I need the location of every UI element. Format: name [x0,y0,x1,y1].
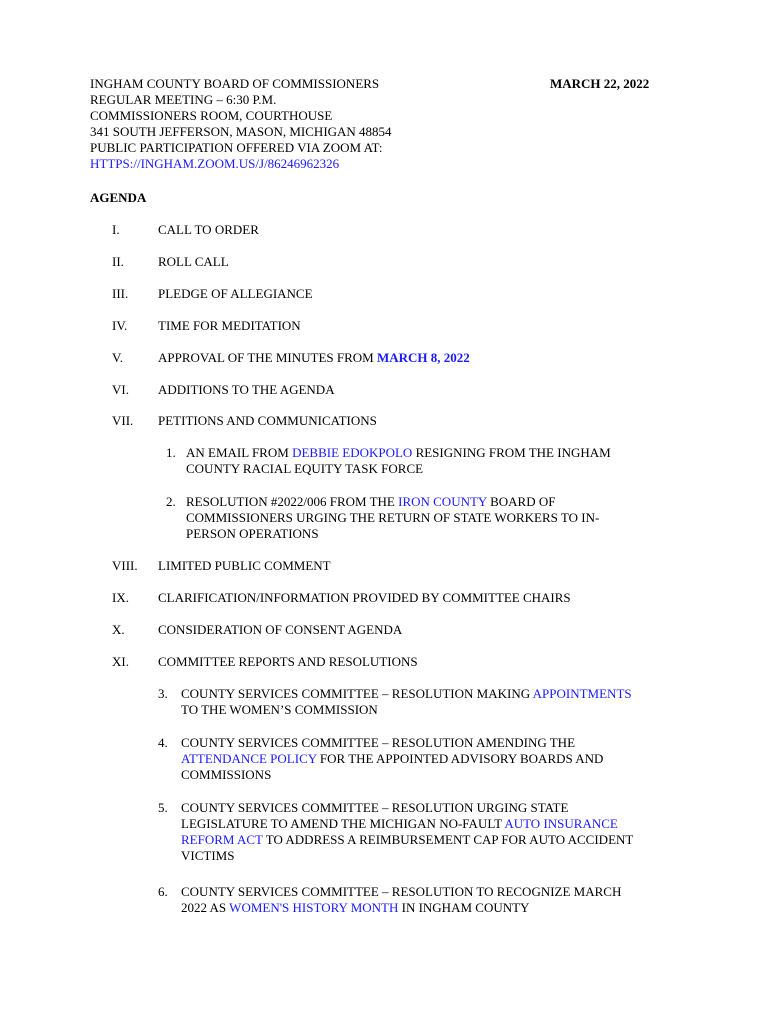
item-number: IV. [112,318,128,333]
text-segment: 2022 AS [181,900,230,915]
header-line-board: INGHAM COUNTY BOARD OF COMMISSIONERS [90,76,380,91]
sub-item-number: 4. [158,735,168,750]
text-segment: FOR THE APPOINTED ADVISORY BOARDS AND [316,751,604,766]
text-line: COMMISSIONS [181,767,272,782]
text-line: VICTIMS [181,848,235,863]
auto-insurance-link[interactable]: AUTO INSURANCE [504,816,618,831]
sub-item-text [186,494,676,542]
text-line: TO THE WOMEN’S COMMISSION [181,702,378,717]
item-number: II. [112,254,124,269]
text-segment: TO ADDRESS A REIMBURSEMENT CAP FOR AUTO ACCIDENT [262,832,634,847]
header-line-meeting: REGULAR MEETING – 6:30 P.M. [90,92,277,107]
text-segment: AN EMAIL FROM [186,445,293,460]
text-segment: COUNTY SERVICES COMMITTEE – RESOLUTION MAKING [181,686,533,701]
item-number: V. [112,350,123,365]
item-text: PETITIONS AND COMMUNICATIONS [158,413,377,428]
sub-item-number: 6. [158,884,168,899]
meeting-date: MARCH 22, 2022 [550,76,650,91]
item-number: VI. [112,382,129,397]
text-line: PERSON OPERATIONS [186,526,319,541]
header-line-participation: PUBLIC PARTICIPATION OFFERED VIA ZOOM AT: [90,140,383,155]
womens-history-month-link[interactable]: WOMEN'S HISTORY MONTH [229,900,399,915]
zoom-link[interactable]: HTTPS://INGHAM.ZOOM.US/J/86246962326 [90,156,340,171]
text-segment: RESIGNING FROM THE INGHAM [412,445,611,460]
iron-county-link[interactable]: IRON COUNTY [398,494,487,509]
text-line: COUNTY SERVICES COMMITTEE – RESOLUTION URGING STATE [181,800,569,815]
text-line: COUNTY SERVICES COMMITTEE – RESOLUTION TO RECOGNIZE MARCH [181,884,622,899]
item-text: LIMITED PUBLIC COMMENT [158,558,331,573]
text-line: COUNTY RACIAL EQUITY TASK FORCE [186,461,424,476]
text-segment: IN INGHAM COUNTY [398,900,530,915]
sub-item-number: 2. [166,494,176,509]
text-segment: BOARD OF [486,494,556,509]
item-text: TIME FOR MEDITATION [158,318,301,333]
item-number: XI. [112,654,129,669]
agenda-heading: AGENDA [90,190,147,205]
text-line: COUNTY SERVICES COMMITTEE – RESOLUTION AMENDING THE [181,735,576,750]
text-segment: LEGISLATURE TO AMEND THE MICHIGAN NO-FAULT [181,816,505,831]
item-text-label: APPROVAL OF THE MINUTES FROM [158,350,377,365]
sub-item-number: 1. [166,445,176,460]
reform-act-link[interactable]: REFORM ACT [181,832,263,847]
sub-item-text [181,884,681,916]
item-text: ADDITIONS TO THE AGENDA [158,382,335,397]
item-text: ROLL CALL [158,254,229,269]
sub-item-number: 5. [158,800,168,815]
attendance-policy-link[interactable]: ATTENDANCE POLICY [181,751,317,766]
text-segment: RESOLUTION #2022/006 FROM THE [186,494,399,509]
item-number: X. [112,622,125,637]
item-text: CLARIFICATION/INFORMATION PROVIDED BY COMMITTEE CHAIRS [158,590,571,605]
item-text: CALL TO ORDER [158,222,259,237]
item-number: III. [112,286,129,301]
debbie-edokpolo-link[interactable]: DEBBIE EDOKPOLO [292,445,413,460]
sub-item-text [181,800,681,864]
sub-item-text [181,735,681,783]
sub-item-text [181,686,681,718]
text-line: COMMISSIONERS URGING THE RETURN OF STATE WORKERS TO IN- [186,510,600,525]
item-text: PLEDGE OF ALLEGIANCE [158,286,313,301]
minutes-link[interactable]: MARCH 8, 2022 [377,350,470,365]
appointments-link[interactable]: APPOINTMENTS [532,686,632,701]
item-text: CONSIDERATION OF CONSENT AGENDA [158,622,403,637]
item-number: VII. [112,413,134,428]
item-number: VIII. [112,558,138,573]
item-number: IX. [112,590,129,605]
sub-item-text [186,445,676,477]
item-text [158,350,470,366]
sub-item-number: 3. [158,686,168,701]
item-number: I. [112,222,120,237]
item-text: COMMITTEE REPORTS AND RESOLUTIONS [158,654,418,669]
header-line-address: 341 SOUTH JEFFERSON, MASON, MICHIGAN 48854 [90,124,392,139]
header-line-room: COMMISSIONERS ROOM, COURTHOUSE [90,108,333,123]
